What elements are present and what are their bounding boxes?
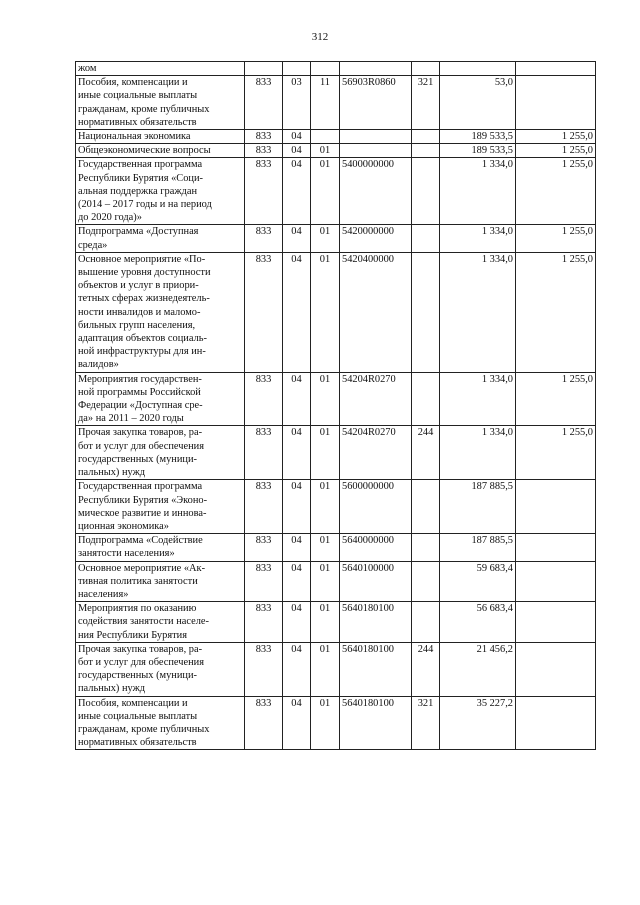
item-name-line: гражданам, кроме публичных: [78, 103, 210, 115]
expense-type-cell: [412, 534, 440, 561]
item-name-line: государственных (муници-: [78, 453, 198, 465]
item-name-line: Пособия, компенсации и: [78, 77, 188, 89]
ministry-code-cell: 833: [245, 642, 283, 696]
subsection-code-cell: 01: [311, 426, 340, 480]
subsection-code-cell: 11: [311, 76, 340, 130]
table-row: [76, 480, 596, 534]
item-name-line: Национальная экономика: [78, 131, 191, 143]
ministry-code-cell: 833: [245, 480, 283, 534]
table-row: [76, 534, 596, 561]
subsection-code-cell: 01: [311, 480, 340, 534]
expense-type-cell: [412, 130, 440, 144]
item-name-line: Основное мероприятие «По-: [78, 253, 206, 265]
table-row: [76, 252, 596, 372]
section-code-cell: 04: [283, 642, 311, 696]
expense-type-cell: 321: [412, 696, 440, 750]
table-row: [76, 426, 596, 480]
item-name-line: иные социальные выплаты: [78, 710, 198, 722]
amount-cell: 189 533,5: [440, 144, 516, 158]
section-code-cell: 04: [283, 534, 311, 561]
item-name-cell: [76, 225, 245, 252]
item-name-line: иные социальные выплаты: [78, 90, 198, 102]
item-name-line: до 2020 года)»: [78, 212, 142, 224]
target-article-cell: [340, 62, 412, 76]
ministry-code-cell: 833: [245, 372, 283, 426]
section-code-cell: 04: [283, 130, 311, 144]
item-name-line: адаптация объектов социаль-: [78, 333, 207, 345]
table-row: [76, 62, 596, 76]
table-row: [76, 225, 596, 252]
item-name-line: ной инфраструктуры для ин-: [78, 346, 206, 358]
expense-type-cell: [412, 480, 440, 534]
item-name-cell: [76, 62, 245, 76]
section-code-cell: [283, 62, 311, 76]
item-name-line: Мероприятия по оказанию: [78, 603, 197, 615]
item-name-line: да» на 2011 – 2020 годы: [78, 413, 184, 425]
item-name-line: Прочая закупка товаров, ра-: [78, 643, 203, 655]
amount-second-cell: [516, 480, 596, 534]
item-name-line: населения»: [78, 588, 129, 600]
expense-type-cell: [412, 144, 440, 158]
budget-table-body: [76, 62, 596, 750]
ministry-code-cell: 833: [245, 252, 283, 372]
table-row: [76, 76, 596, 130]
subsection-code-cell: [311, 130, 340, 144]
table-row: [76, 158, 596, 225]
item-name-line: Прочая закупка товаров, ра-: [78, 427, 203, 439]
ministry-code-cell: 833: [245, 76, 283, 130]
subsection-code-cell: 01: [311, 158, 340, 225]
item-name-line: бот и услуг для обеспечения: [78, 440, 205, 452]
table-row: [76, 144, 596, 158]
expense-type-cell: [412, 62, 440, 76]
item-name-line: Федерации «Доступная сре-: [78, 400, 203, 412]
item-name-line: содействия занятости населе-: [78, 616, 209, 628]
item-name-line: Основное мероприятие «Ак-: [78, 562, 206, 574]
item-name-line: Подпрограмма «Доступная: [78, 226, 199, 238]
amount-second-cell: [516, 642, 596, 696]
expense-type-cell: [412, 561, 440, 602]
item-name-line: государственных (муници-: [78, 670, 198, 682]
item-name-line: вышение уровня доступности: [78, 267, 211, 279]
item-name-cell: [76, 158, 245, 225]
amount-cell: 1 334,0: [440, 426, 516, 480]
item-name-line: занятости населения»: [78, 548, 175, 560]
page-number: 312: [311, 31, 329, 43]
amount-cell: [440, 62, 516, 76]
item-name-line: альная поддержка граждан: [78, 185, 197, 197]
subsection-code-cell: 01: [311, 252, 340, 372]
amount-cell: 1 334,0: [440, 225, 516, 252]
table-row: [76, 372, 596, 426]
expense-type-cell: [412, 372, 440, 426]
table-row: [76, 696, 596, 750]
amount-second-cell: 1 255,0: [516, 372, 596, 426]
item-name-line: бот и услуг для обеспечения: [78, 656, 205, 668]
section-code-cell: 04: [283, 480, 311, 534]
amount-cell: 53,0: [440, 76, 516, 130]
section-code-cell: 04: [283, 561, 311, 602]
item-name-line: Общеэкономические вопросы: [78, 145, 211, 157]
item-name-line: Мероприятия государствен-: [78, 373, 202, 385]
amount-cell: 1 334,0: [440, 158, 516, 225]
subsection-code-cell: 01: [311, 602, 340, 643]
item-name-line: ной программы Российской: [78, 386, 201, 398]
target-article-cell: 5600000000: [340, 480, 412, 534]
item-name-line: Пособия, компенсации и: [78, 697, 188, 709]
ministry-code-cell: 833: [245, 561, 283, 602]
target-article-cell: [340, 130, 412, 144]
target-article-cell: 5640180100: [340, 696, 412, 750]
target-article-cell: 5640180100: [340, 642, 412, 696]
item-name-cell: [76, 426, 245, 480]
subsection-code-cell: 01: [311, 696, 340, 750]
item-name-line: среда»: [78, 239, 108, 251]
item-name-cell: [76, 480, 245, 534]
section-code-cell: 04: [283, 426, 311, 480]
amount-cell: 35 227,2: [440, 696, 516, 750]
item-name-line: жом: [78, 63, 97, 74]
target-article-cell: 5400000000: [340, 158, 412, 225]
subsection-code-cell: 01: [311, 225, 340, 252]
item-name-cell: [76, 372, 245, 426]
item-name-line: нормативных обязательств: [78, 737, 197, 749]
item-name-line: нормативных обязательств: [78, 116, 197, 128]
expense-type-cell: [412, 225, 440, 252]
target-article-cell: 5420000000: [340, 225, 412, 252]
amount-cell: 187 885,5: [440, 480, 516, 534]
item-name-cell: [76, 534, 245, 561]
target-article-cell: 56903R0860: [340, 76, 412, 130]
target-article-cell: 54204R0270: [340, 426, 412, 480]
ministry-code-cell: 833: [245, 426, 283, 480]
item-name-cell: [76, 144, 245, 158]
subsection-code-cell: [311, 62, 340, 76]
item-name-line: объектов и услуг в приори-: [78, 280, 199, 292]
item-name-cell: [76, 76, 245, 130]
table-row: [76, 602, 596, 643]
item-name-line: бильных групп населения,: [78, 319, 196, 331]
section-code-cell: 04: [283, 252, 311, 372]
item-name-line: тивная политика занятости: [78, 575, 198, 587]
amount-second-cell: 1 255,0: [516, 252, 596, 372]
amount-second-cell: [516, 561, 596, 602]
ministry-code-cell: 833: [245, 144, 283, 158]
item-name-cell: [76, 252, 245, 372]
amount-second-cell: [516, 62, 596, 76]
subsection-code-cell: 01: [311, 561, 340, 602]
amount-second-cell: 1 255,0: [516, 158, 596, 225]
section-code-cell: 03: [283, 76, 311, 130]
amount-cell: 1 334,0: [440, 372, 516, 426]
item-name-line: ности инвалидов и маломо-: [78, 306, 201, 318]
amount-cell: 21 456,2: [440, 642, 516, 696]
item-name-line: Государственная программа: [78, 159, 203, 171]
amount-second-cell: 1 255,0: [516, 426, 596, 480]
ministry-code-cell: 833: [245, 158, 283, 225]
section-code-cell: 04: [283, 372, 311, 426]
expense-type-cell: [412, 602, 440, 643]
table-row: [76, 642, 596, 696]
expense-type-cell: 321: [412, 76, 440, 130]
item-name-line: Подпрограмма «Содействие: [78, 535, 203, 547]
ministry-code-cell: 833: [245, 225, 283, 252]
amount-cell: 56 683,4: [440, 602, 516, 643]
item-name-line: тетных сферах жизнедеятель-: [78, 293, 210, 305]
target-article-cell: 5640180100: [340, 602, 412, 643]
item-name-line: гражданам, кроме публичных: [78, 723, 210, 735]
item-name-line: ния Республики Бурятия: [78, 629, 187, 641]
amount-second-cell: [516, 534, 596, 561]
item-name-line: пальных) нужд: [78, 467, 146, 479]
item-name-line: пальных) нужд: [78, 683, 146, 695]
expense-type-cell: [412, 252, 440, 372]
item-name-cell: [76, 130, 245, 144]
item-name-line: мическое развитие и иннова-: [78, 507, 207, 519]
table-row: [76, 561, 596, 602]
item-name-line: Республики Бурятия «Соци-: [78, 172, 203, 184]
amount-second-cell: 1 255,0: [516, 130, 596, 144]
amount-second-cell: 1 255,0: [516, 144, 596, 158]
expense-type-cell: 244: [412, 426, 440, 480]
subsection-code-cell: 01: [311, 372, 340, 426]
item-name-cell: [76, 561, 245, 602]
item-name-cell: [76, 602, 245, 643]
amount-second-cell: [516, 602, 596, 643]
ministry-code-cell: 833: [245, 602, 283, 643]
section-code-cell: 04: [283, 602, 311, 643]
item-name-cell: [76, 696, 245, 750]
subsection-code-cell: 01: [311, 642, 340, 696]
section-code-cell: 04: [283, 144, 311, 158]
item-name-line: валидов»: [78, 359, 119, 371]
table-row: [76, 130, 596, 144]
ministry-code-cell: [245, 62, 283, 76]
amount-cell: 59 683,4: [440, 561, 516, 602]
amount-second-cell: [516, 76, 596, 130]
amount-cell: 1 334,0: [440, 252, 516, 372]
amount-second-cell: [516, 696, 596, 750]
item-name-cell: [76, 642, 245, 696]
expense-type-cell: [412, 158, 440, 225]
target-article-cell: 5640100000: [340, 561, 412, 602]
target-article-cell: 54204R0270: [340, 372, 412, 426]
target-article-cell: 5420400000: [340, 252, 412, 372]
target-article-cell: [340, 144, 412, 158]
ministry-code-cell: 833: [245, 130, 283, 144]
section-code-cell: 04: [283, 696, 311, 750]
subsection-code-cell: 01: [311, 534, 340, 561]
item-name-line: (2014 – 2017 годы и на период: [78, 199, 212, 211]
section-code-cell: 04: [283, 225, 311, 252]
ministry-code-cell: 833: [245, 534, 283, 561]
ministry-code-cell: 833: [245, 696, 283, 750]
budget-table: [75, 61, 596, 750]
item-name-line: Республики Бурятия «Эконо-: [78, 494, 208, 506]
item-name-line: ционная экономика»: [78, 520, 169, 532]
item-name-line: Государственная программа: [78, 481, 203, 493]
amount-cell: 187 885,5: [440, 534, 516, 561]
amount-cell: 189 533,5: [440, 130, 516, 144]
section-code-cell: 04: [283, 158, 311, 225]
amount-second-cell: 1 255,0: [516, 225, 596, 252]
expense-type-cell: 244: [412, 642, 440, 696]
subsection-code-cell: 01: [311, 144, 340, 158]
target-article-cell: 5640000000: [340, 534, 412, 561]
